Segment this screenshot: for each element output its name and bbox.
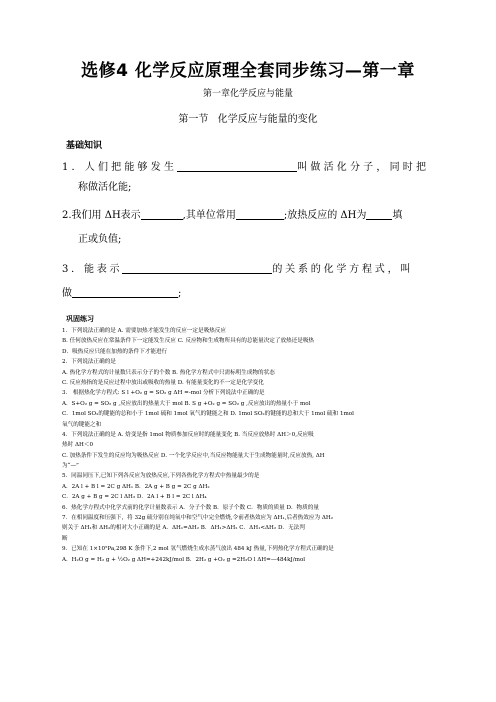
exercise-line: 5．同温同压下,已知下列各反应为放热反应,下列各热化学方程式中热量最少的是 <box>62 473 260 480</box>
exercise-line: A．S+O₂ g = SO₂ g ,反应放出的热量大于 mol B. S g +O₂ g = SO₂ g ,反应放出的热量小于 mol <box>62 400 311 407</box>
q3-blank-2[interactable] <box>72 285 178 298</box>
exercise-line: C．1mol SO₂的键能的总和小于 1mol 硫和 1mol 氧气的键能之和 D. 1mol SO₂的键能的总和大于 1mol 硫和 1mol <box>62 411 354 418</box>
exercise-line: 3． 根据热化学方程式: S l +O₂ g = SO₂ g ΔH =-mol 分析下列说法中正确的是 <box>62 390 265 397</box>
q3-text-a: 3．能表示 <box>62 264 123 275</box>
exercise-line: B. 任何放热反应在常温条件下一定能发生反应 C. 反应物和生成物所具有的总能量决定了放热还是吸热 <box>62 338 315 345</box>
q1-text-b: 叫做活化分子，同时把 <box>297 162 430 173</box>
q3-text-c: 做 <box>62 288 72 299</box>
q1-blank[interactable] <box>177 159 297 172</box>
exercise-list <box>62 326 462 565</box>
exercise-line: 为“—” <box>62 463 79 470</box>
q2-text-a: 2.我们用 ΔH表示 <box>62 210 141 221</box>
chapter-subtitle: 第一章化学反应与能量 <box>202 89 293 99</box>
exercise-line: C．2A g + B g = 2C l ΔH₃ D．2A l + B l = 2C l ΔH₄ <box>62 494 207 501</box>
question-1 <box>62 158 432 198</box>
section-title: 第一节 化学反应与能量的变化 <box>178 114 318 125</box>
exercise-line: 1．下列说法正确的是 A. 需要加热才能发生的反应一定是吸热反应 <box>62 328 226 334</box>
q2-blank-1[interactable] <box>141 207 183 220</box>
exercise-line: D．吸热反应只能在加热的条件下才能进行 <box>62 348 168 355</box>
q1-text-c: 称做活化能; <box>78 182 132 193</box>
exercise-line: A. 热化学方程式的计量数只表示分子的个数 B. 热化学方程式中只需标明生成物的状态 <box>62 369 275 376</box>
exercise-line: 4．下列说法正确的是 A. 焓变是指 1mol 物质参加反应时的能量变化 B. 当反应放热时 ΔH＞0,反应吸 <box>62 431 314 438</box>
exercise-line: 则关于 ΔH₁和 ΔH₂的相对大小正确的是 A．ΔH₁=ΔH₂ B．ΔH₁>ΔH₂ C．ΔH₁<ΔH₂ D．无法判 <box>62 525 305 532</box>
q2-blank-2[interactable] <box>236 207 284 220</box>
consolidation-heading: 巩固练习 <box>66 315 94 323</box>
q2-text-e: 正或负值; <box>78 234 122 245</box>
q2-text-d: 填 <box>392 210 403 221</box>
question-2 <box>62 206 432 250</box>
exercise-line: 氧气的键能之和 <box>62 421 102 428</box>
q2-blank-3[interactable] <box>366 207 392 220</box>
exercise-line: 2．下列说法正确的是 <box>62 359 116 366</box>
q3-blank-1[interactable] <box>122 261 272 274</box>
exercise-line: 断 <box>62 535 68 542</box>
exercise-line: A．2A l + B l = 2C g ΔH₁ B．2A g + B g = 2C g ΔH₂ <box>62 483 210 490</box>
q3-text-b: 的关系的化学方程式，叫 <box>272 264 414 275</box>
q3-text-d: ; <box>178 288 182 299</box>
document-title: 选修4 化学反应原理全套同步练习—第一章 <box>81 61 415 81</box>
exercise-line: 7．在相同温度和压强下，将 32g 硫分别在纯氧中和空气中完全燃烧,令前者热效应为 ΔH₁,后者热效应为 ΔH₂ <box>62 515 333 522</box>
q1-text-a: 1．人们把能够发生 <box>62 162 178 173</box>
exercise-line: 9．已知在 1×10⁵Pa,298 K 条件下,2 mol 氢气燃烧生成水蒸气放出 484 kJ 热量,下列热化学方程式正确的是 <box>62 546 334 553</box>
basic-knowledge-heading: 基础知识 <box>66 141 103 151</box>
q2-text-c: ;放热反应的 ΔH为 <box>283 210 367 221</box>
exercise-line: C. 反应热指的是反应过程中放出或吸收的热量 D. 有能量变化的不一定是化学变化 <box>62 379 264 386</box>
exercise-line: 6．热化学方程式中化学式前的化学计量数表示 A．分子个数 B．原子个数 C．物质的质量 D．物质的量 <box>62 504 319 511</box>
exercise-line: C. 加热条件下发生的反应均为吸热反应 D. 一个化学反应中,当反应物能量大于生成物能量时,反应放热, ΔH <box>62 452 325 459</box>
exercise-line: A．H₂O g = H₂ g + ½O₂ g ΔH=+242kJ/mol B．2H₂ g +O₂ g =2H₂O l ΔH=—484kJ/mol <box>62 556 306 563</box>
exercise-line: 热时 ΔH＜0 <box>62 442 94 449</box>
question-3 <box>62 260 432 304</box>
q2-text-b: ,其单位常用 <box>182 210 236 221</box>
